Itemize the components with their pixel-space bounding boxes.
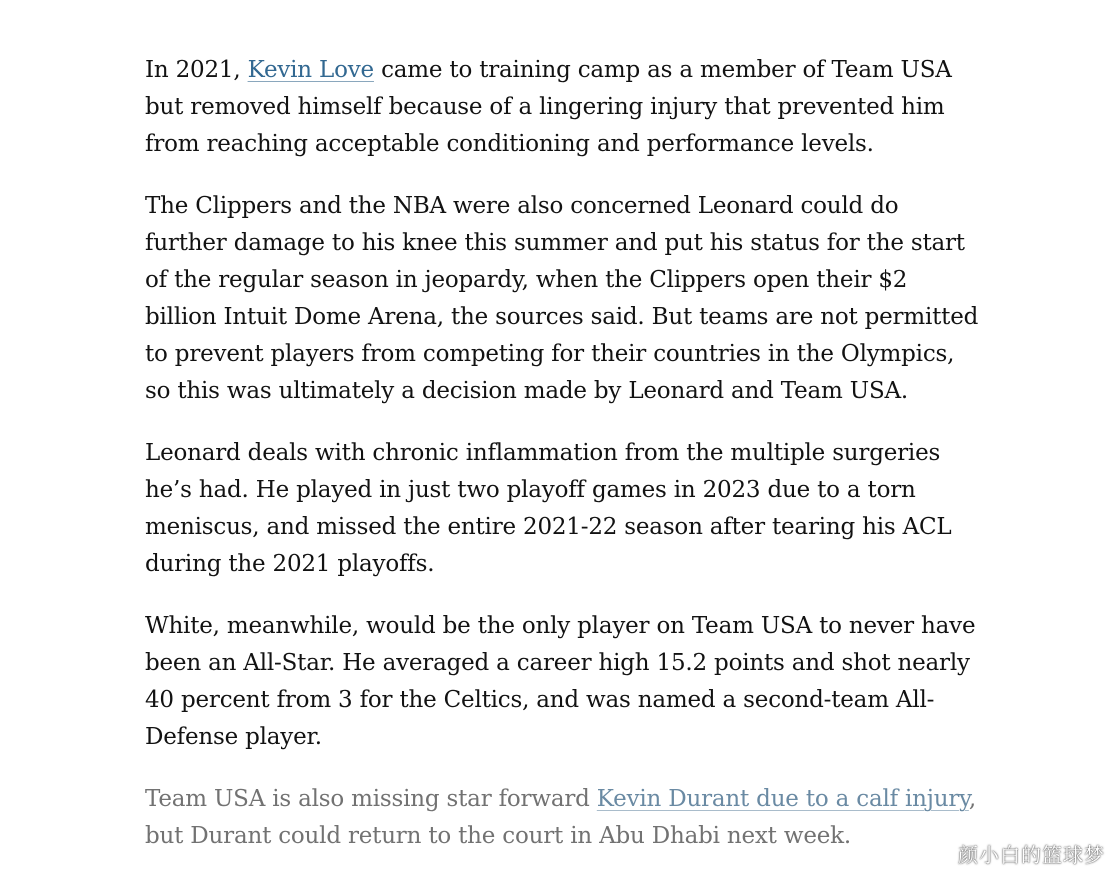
- kevin-love-link[interactable]: Kevin Love: [247, 57, 374, 83]
- paragraph-kevin-love: [145, 52, 985, 163]
- paragraph-text: In 2021,: [145, 57, 248, 83]
- paragraph-text: came to training camp as a member of Team USA but removed himself because of a lingering injury that prevented him from reaching acceptable conditioning and performance levels.: [145, 57, 952, 157]
- watermark: 颜小白的篮球梦: [958, 843, 1105, 867]
- paragraph-clippers-concern: The Clippers and the NBA were also concerned Leonard could do further damage to his knee this summer and put his status for the start of the regular season in jeopardy, when the Clippers open their $2 billion Intuit Dome Arena, the sources said. But teams are not permitted to prevent players from competing for their countries in the Olympics, so this was ultimately a decision made by Leonard and Team USA.: [145, 193, 979, 404]
- paragraph-durant: [145, 781, 985, 855]
- kevin-durant-injury-link[interactable]: Kevin Durant due to a calf injury: [596, 786, 969, 812]
- paragraph-text: , but Durant could return to the court in Abu Dhabi next week.: [145, 786, 977, 849]
- paragraph-text: Team USA is also missing star forward: [145, 786, 597, 812]
- article-body: [145, 52, 985, 880]
- paragraph-white: White, meanwhile, would be the only player on Team USA to never have been an All-Star. He averaged a career high 15.2 points and shot nearly 40 percent from 3 for the Celtics, and was named a second-team All-Defense player.: [145, 613, 976, 750]
- paragraph-leonard-injuries: Leonard deals with chronic inflammation from the multiple surgeries he’s had. He played in just two playoff games in 2023 due to a torn meniscus, and missed the entire 2021-22 season after tearing his ACL during the 2021 playoffs.: [145, 440, 952, 577]
